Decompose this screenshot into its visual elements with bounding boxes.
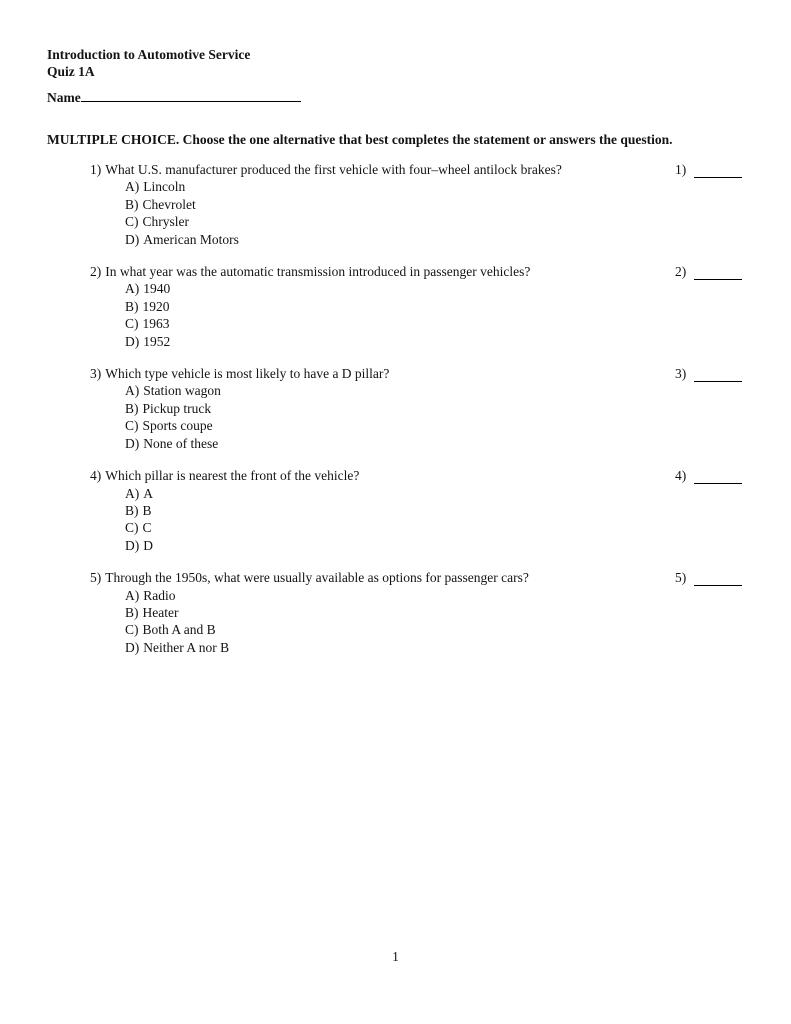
option-text: A (143, 485, 153, 501)
option-row (125, 231, 667, 248)
option-label: A) (125, 587, 140, 603)
question-block (90, 161, 745, 248)
question-main (90, 263, 667, 350)
answer-blank-line (694, 570, 742, 586)
option-text: Sports coupe (142, 418, 213, 434)
option-text: 1940 (143, 281, 171, 297)
question-text: Which pillar is nearest the front of the vehicle? (105, 468, 360, 484)
option-row (125, 435, 667, 452)
option-label: D) (125, 333, 140, 349)
option-label: D) (125, 639, 140, 655)
question-main (90, 161, 667, 248)
course-title: Introduction to Automotive Service (47, 47, 251, 62)
option-row (125, 502, 667, 519)
question-options (125, 587, 667, 657)
option-text: Chevrolet (142, 196, 196, 212)
option-row (125, 178, 667, 195)
question-number: 3) (90, 366, 102, 382)
option-text: American Motors (143, 231, 239, 247)
option-text: Lincoln (143, 179, 186, 195)
question-text: Through the 1950s, what were usually available as options for passenger cars? (105, 570, 529, 586)
option-row (125, 400, 667, 417)
option-label: B) (125, 604, 139, 620)
option-text: 1952 (143, 333, 171, 349)
option-text: 1920 (142, 298, 170, 314)
option-text: D (143, 537, 153, 553)
option-label: D) (125, 231, 140, 247)
answer-blank-line (694, 366, 742, 382)
option-label: D) (125, 435, 140, 451)
quiz-title: Quiz 1A (47, 64, 95, 79)
option-label: D) (125, 537, 140, 553)
option-row (125, 485, 667, 502)
answer-number: 1) (675, 162, 687, 177)
option-label: C) (125, 622, 139, 638)
option-row (125, 213, 667, 230)
answer-number: 4) (675, 468, 687, 484)
answer-area (675, 467, 745, 484)
question-line (90, 263, 667, 280)
option-label: A) (125, 179, 140, 195)
option-row (125, 315, 667, 332)
name-row (47, 88, 301, 106)
question-line (90, 365, 667, 382)
option-row (125, 604, 667, 621)
question-block (90, 467, 745, 554)
option-text: Neither A nor B (143, 639, 230, 655)
option-row (125, 417, 667, 434)
option-row (125, 537, 667, 554)
answer-area (675, 569, 745, 586)
question-line (90, 161, 667, 178)
answer-blank-line (694, 468, 742, 484)
question-number: 2) (90, 264, 102, 280)
option-label: B) (125, 400, 139, 416)
instructions-text: MULTIPLE CHOICE. Choose the one alternative that best completes the statement or answers the question. (47, 132, 673, 147)
name-label: Name (47, 90, 81, 105)
answer-number: 2) (675, 264, 687, 280)
question-text: Which type vehicle is most likely to have a D pillar? (105, 366, 390, 382)
option-row (125, 587, 667, 604)
option-text: Chrysler (142, 214, 189, 230)
option-label: B) (125, 196, 139, 212)
option-text: Heater (142, 604, 179, 620)
answer-area (675, 365, 745, 382)
option-text: None of these (143, 435, 219, 451)
question-options (125, 178, 667, 248)
answer-blank-line (694, 162, 742, 178)
question-options (125, 382, 667, 452)
option-text: C (142, 520, 152, 536)
option-label: A) (125, 281, 140, 297)
option-label: C) (125, 214, 139, 230)
option-row (125, 519, 667, 536)
option-text: Both A and B (142, 622, 216, 638)
name-blank-line (81, 88, 301, 102)
document-header (47, 46, 250, 80)
option-row (125, 639, 667, 656)
question-number: 1) (90, 162, 102, 177)
answer-area (675, 263, 745, 280)
option-label: C) (125, 418, 139, 434)
option-row (125, 333, 667, 350)
question-list (90, 161, 745, 671)
option-text: Radio (143, 587, 176, 603)
question-main (90, 365, 667, 452)
question-main (90, 569, 667, 656)
question-block (90, 569, 745, 656)
option-label: A) (125, 383, 140, 399)
question-line (90, 569, 667, 586)
question-block (90, 365, 745, 452)
answer-number: 3) (675, 366, 687, 382)
option-row (125, 196, 667, 213)
option-label: B) (125, 502, 139, 518)
question-options (125, 280, 667, 350)
answer-number: 5) (675, 570, 687, 586)
question-number: 5) (90, 570, 102, 586)
option-label: C) (125, 520, 139, 536)
question-main (90, 467, 667, 554)
answer-area (675, 161, 745, 178)
option-label: C) (125, 316, 139, 332)
option-text: 1963 (142, 316, 170, 332)
option-row (125, 621, 667, 638)
option-text: Station wagon (143, 383, 221, 399)
option-label: B) (125, 298, 139, 314)
question-number: 4) (90, 468, 102, 484)
page-number: 1 (392, 949, 399, 964)
question-text: What U.S. manufacturer produced the first vehicle with four–wheel antilock brakes? (105, 162, 562, 177)
question-line (90, 467, 667, 484)
option-row (125, 298, 667, 315)
option-row (125, 382, 667, 399)
question-block (90, 263, 745, 350)
option-row (125, 280, 667, 297)
question-text: In what year was the automatic transmission introduced in passenger vehicles? (105, 264, 531, 280)
option-text: Pickup truck (142, 400, 212, 416)
answer-blank-line (694, 264, 742, 280)
option-text: B (142, 502, 152, 518)
question-options (125, 485, 667, 555)
option-label: A) (125, 485, 140, 501)
